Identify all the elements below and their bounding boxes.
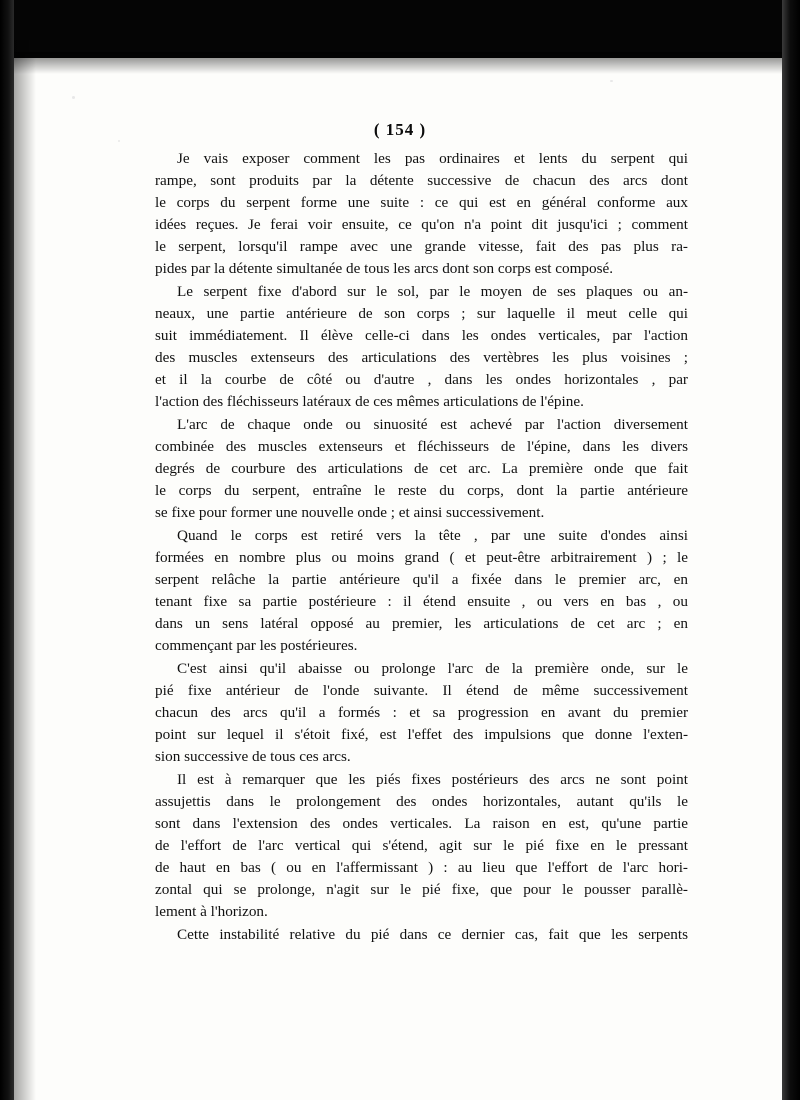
text-line: lement à l'horizon. bbox=[155, 903, 268, 920]
paragraph bbox=[155, 658, 688, 768]
page-number: ( 154 ) bbox=[373, 120, 427, 139]
text-line: pié fixe antérieur de l'onde suivante. Il étend de même successivement bbox=[155, 682, 688, 699]
paragraph bbox=[155, 414, 688, 524]
paragraph bbox=[155, 924, 688, 946]
paragraph bbox=[155, 148, 688, 280]
text-line: tenant fixe sa partie postérieure : il étend ensuite , ou vers en bas , ou bbox=[155, 593, 688, 610]
paragraph bbox=[155, 769, 688, 923]
paper-speck bbox=[72, 96, 75, 99]
text-line: des muscles extenseurs des articulations des vertèbres les plus voisines ; bbox=[155, 349, 688, 366]
text-line: idées reçues. Je ferai voir ensuite, ce qu'on n'a point dit jusqu'ici ; comment bbox=[155, 216, 688, 233]
paragraph bbox=[155, 281, 688, 413]
text-line: Je vais exposer comment les pas ordinaires et lents du serpent qui bbox=[177, 150, 688, 167]
text-line: Quand le corps est retiré vers la tête , par une suite d'ondes ainsi bbox=[177, 527, 688, 544]
text-line: sont dans l'extension des ondes verticales. La raison en est, qu'une partie bbox=[155, 815, 688, 832]
text-line: serpent relâche la partie antérieure qu'il a fixée dans le premier arc, en bbox=[155, 571, 688, 588]
text-line: de l'effort de l'arc vertical qui s'étend, agit sur le pié fixe en le pressant bbox=[155, 837, 688, 854]
text-line: Le serpent fixe d'abord sur le sol, par le moyen de ses plaques ou an- bbox=[177, 283, 688, 300]
text-line: zontal qui se prolonge, n'agit sur le pié fixe, que pour le pousser parallè- bbox=[155, 881, 688, 898]
text-line: degrés de courbure des articulations de cet arc. La première onde que fait bbox=[155, 460, 688, 477]
text-line: commençant par les postérieures. bbox=[155, 637, 358, 654]
text-line: rampe, sont produits par la détente successive de chacun des arcs dont bbox=[155, 172, 688, 189]
text-line: Cette instabilité relative du pié dans ce dernier cas, fait que les serpents bbox=[177, 926, 688, 943]
text-line: assujettis dans le prolongement des ondes horizontales, autant qu'ils le bbox=[155, 793, 688, 810]
scan-left-shadow bbox=[14, 40, 36, 1100]
text-line: suit immédiatement. Il élève celle-ci dans les ondes verticales, par l'action bbox=[155, 327, 688, 344]
text-line: pides par la détente simultanée de tous les arcs dont son corps est composé. bbox=[155, 260, 614, 277]
text-line: combinée des muscles extenseurs et fléchisseurs de l'épine, dans les divers bbox=[155, 438, 688, 455]
text-line: neaux, une partie antérieure de son corps ; sur laquelle il meut celle qui bbox=[155, 305, 688, 322]
text-line: L'arc de chaque onde ou sinuosité est achevé par l'action diversement bbox=[177, 416, 688, 433]
text-line: C'est ainsi qu'il abaisse ou prolonge l'arc de la première onde, sur le bbox=[177, 660, 688, 677]
text-line: se fixe pour former une nouvelle onde ; et ainsi successivement. bbox=[155, 504, 545, 521]
text-line: chacun des arcs qu'il a formés : et sa progression en avant du premier bbox=[155, 704, 688, 721]
text-line: l'action des fléchisseurs latéraux de ces mêmes articulations de l'épine. bbox=[155, 393, 584, 410]
scan-left-border bbox=[0, 0, 14, 1100]
text-line: de haut en bas ( ou en l'affermissant ) : au lieu que l'effort de l'arc hori- bbox=[155, 859, 688, 876]
text-line: point sur lequel il s'étoit fixé, est l'effet des impulsions que donne l'exten- bbox=[155, 726, 688, 743]
text-line: et il la courbe de côté ou d'autre , dans les ondes horizontales , par bbox=[155, 371, 688, 388]
text-line: Il est à remarquer que les piés fixes postérieurs des arcs ne sont point bbox=[177, 771, 688, 788]
paper-speck bbox=[118, 140, 120, 142]
scan-right-border bbox=[782, 0, 800, 1100]
paper-speck bbox=[610, 80, 613, 82]
scan-top-border bbox=[0, 0, 800, 58]
text-line: le corps du serpent forme une suite : ce qui est en général conforme aux bbox=[155, 194, 688, 211]
text-line: sion successive de tous ces arcs. bbox=[155, 748, 351, 765]
paragraph bbox=[155, 525, 688, 657]
text-line: le serpent, lorsqu'il rampe avec une grande vitesse, fait des pas plus ra- bbox=[155, 238, 688, 255]
text-line: le corps du serpent, entraîne le reste du corps, dont la partie antérieure bbox=[155, 482, 688, 499]
text-line: formées en nombre plus ou moins grand ( et peut-être arbitrairement ) ; le bbox=[155, 549, 688, 566]
text-line: dans un sens latéral opposé au premier, les articulations de cet arc ; en bbox=[155, 615, 688, 632]
body-text bbox=[155, 148, 688, 947]
scan-top-shadow bbox=[14, 52, 782, 74]
